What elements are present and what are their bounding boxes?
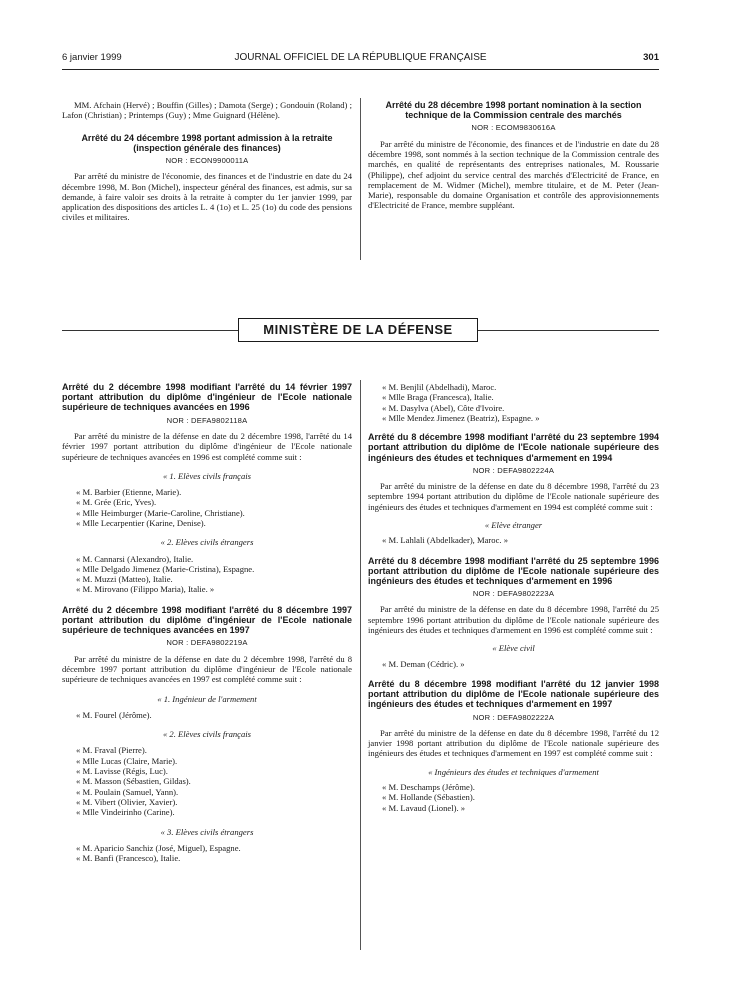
decree-body: Par arrêté du ministre de l'économie, des finances et de l'industrie en date du 24 décembre 1998, M. Bon (Michel), inspecteur général des finances, est admis, sur sa demande, à faire valoir ses droits à la retraite à compter du 1er janvier 1999, par application des dispositions des articles L. 4 (1o) et L. 25 (1o) du code des pensions civiles et militaires. [62, 171, 352, 223]
list-subheading: « 3. Elèves civils étrangers [160, 826, 254, 837]
list-item: « M. Fourel (Jérôme). [76, 709, 152, 720]
left-column [62, 382, 352, 863]
list-item: « Mlle Braga (Francesca), Italie. [382, 392, 494, 403]
decree-title: Arrêté du 2 décembre 1998 modifiant l'arrêté du 8 décembre 1997 portant attribution du diplôme d'ingénieur de l'Ecole nationale supérieure de techniques avancées en 1997 [62, 604, 352, 636]
list-subheading: « Ingénieurs des études et techniques d'armement [428, 766, 599, 777]
list-item: « M. Cannarsi (Alexandro), Italie. [76, 553, 194, 564]
list-item: « Mlle Lucas (Claire, Marie). [76, 755, 178, 766]
list-item: « M. Hollande (Sébastien). [382, 792, 475, 803]
list-item: « M. Deman (Cédric). » [382, 658, 465, 669]
list-item: « M. Benjlil (Abdelhadi), Maroc. [382, 382, 497, 392]
decree-title: Arrêté du 24 décembre 1998 portant admission à la retraite (inspection générale des finances) [81, 132, 333, 153]
list-item: « M. Lahlali (Abdelkader), Maroc. » [382, 535, 508, 546]
list-item: « M. Lavaud (Lionel). » [382, 802, 466, 813]
list-item: « M. Masson (Sébastien, Gildas). [76, 776, 191, 787]
list-item: « M. Grée (Eric, Yves). [76, 497, 157, 508]
page-number: 301 [643, 52, 659, 63]
issue-date: 6 janvier 1999 [62, 52, 122, 63]
decree-body: Par arrêté du ministre de la défense en date du 2 décembre 1998, l'arrêté du 14 février 1997 portant attribution du diplôme d'ingénieur de l'Ecole nationale supérieure de techniques avancées en 1996 est complété comme suit : [62, 430, 352, 462]
right-column [368, 382, 659, 813]
list-item: « Mlle Delgado Jimenez (Marie-Cristina), Espagne. [76, 563, 255, 574]
list-subheading: « Elève étranger [484, 519, 543, 530]
journal-title: JOURNAL OFFICIEL DE LA RÉPUBLIQUE FRANÇAISE [234, 52, 487, 63]
list-item: « M. Barbier (Etienne, Marie). [76, 487, 182, 498]
list-item: « Mlle Vindeirinho (Carine). [76, 807, 175, 818]
decree-title: Arrêté du 8 décembre 1998 modifiant l'arrêté du 25 septembre 1996 portant attribution du diplôme de l'Ecole nationale supérieure des ingénieurs des études et techniques d'armement en 1996 [368, 555, 659, 586]
nor-reference: NOR : DEFA9802222A [472, 712, 555, 722]
list-item: « M. Deschamps (Jérôme). [382, 782, 475, 793]
nor-reference: NOR : ECOM9830616A [471, 123, 556, 133]
column-divider-top [360, 98, 361, 260]
list-item: « M. Banfi (Francesco), Italie. [76, 853, 181, 864]
decree-title: Arrêté du 2 décembre 1998 modifiant l'arrêté du 14 février 1997 portant attribution du diplôme d'ingénieur de l'Ecole nationale supérieure de techniques avancées en 1996 [62, 382, 352, 413]
header-rule [62, 69, 659, 70]
section-rule-left [62, 330, 238, 331]
names-list-paragraph: MM. Afchain (Hervé) ; Bouffin (Gilles) ; Damota (Serge) ; Gondouin (Roland) ; Lafon (Christian) ; Printemps (Guy) ; Mme Guignard (Hélène). [62, 100, 352, 121]
list-item: « M. Vibert (Olivier, Xavier). [76, 796, 178, 807]
nor-reference: NOR : DEFA9802223A [472, 589, 555, 599]
decree-title: Arrêté du 8 décembre 1998 modifiant l'arrêté du 12 janvier 1998 portant attribution du diplôme de l'Ecole nationale supérieure des ingénieurs des études et techniques d'armement en 1997 [368, 678, 659, 710]
list-item: « M. Muzzi (Matteo), Italie. [76, 574, 173, 585]
list-subheading: « 1. Ingénieur de l'armement [157, 693, 257, 704]
list-item: « M. Dasylva (Abel), Côte d'Ivoire. [382, 402, 505, 413]
nor-reference: NOR : DEFA9802219A [166, 638, 248, 648]
running-header [62, 52, 659, 68]
section-rule-right [478, 330, 659, 331]
list-item: « M. Aparicio Sanchiz (José, Miguel), Espagne. [76, 842, 241, 853]
list-item: « M. Fraval (Pierre). [76, 745, 147, 756]
decree-title: Arrêté du 28 décembre 1998 portant nomination à la section technique de la Commission centrale des marchés [385, 100, 642, 121]
nor-reference: NOR : DEFA9802118A [166, 415, 248, 425]
nor-reference: NOR : DEFA9802224A [472, 465, 555, 475]
list-item: « M. Mirovano (Filippo Maria), Italie. » [76, 584, 215, 595]
top-left-column [62, 100, 352, 223]
decree-body: Par arrêté du ministre de la défense en date du 8 décembre 1998, l'arrêté du 12 janvier 1998 portant attribution du diplôme de l'Ecole nationale supérieure des ingénieurs des études et techniques d'armement en 1997 est complété comme suit : [368, 727, 659, 759]
nor-reference: NOR : ECON9900011A [165, 156, 249, 165]
decree-body: Par arrêté du ministre de la défense en date du 8 décembre 1998, l'arrêté du 25 septembre 1996 portant attribution du diplôme de l'Ecole nationale supérieure des ingénieurs des études et techniques d'armement en 1996 est complété comme suit : [368, 604, 659, 636]
decree-body: Par arrêté du ministre de l'économie, des finances et de l'industrie en date du 28 décembre 1998, sont nommés à la section technique de la Commission centrale des marchés, en qualité de représentants des entreprises nationales, M. Roussarie (Philippe), chef adjoint du service central des marchés d'Electricité de France, en remplacement de M. Widmer (Michel), membre titulaire, et de M. Peter (Jean-Marie), responsable du domaine Organisation et contrôle des approvisionnements d'Electricité de France, membre suppléant. [368, 138, 659, 211]
list-item: « Mlle Mendez Jimenez (Beatriz), Espagne. » [382, 412, 540, 423]
column-divider-bottom [360, 380, 361, 950]
decree-body: Par arrêté du ministre de la défense en date du 8 décembre 1998, l'arrêté du 23 septembre 1994 portant attribution du diplôme de l'Ecole nationale supérieure des ingénieurs des études et techniques d'armement en 1994 est complété comme suit : [368, 481, 659, 512]
list-item: « M. Lavisse (Régis, Luc). [76, 766, 168, 777]
top-right-column [368, 100, 659, 211]
section-title: MINISTÈRE DE LA DÉFENSE [238, 318, 478, 342]
list-subheading: « Elève civil [492, 643, 535, 654]
list-subheading: « 1. Elèves civils français [162, 470, 252, 481]
decree-body: Par arrêté du ministre de la défense en date du 2 décembre 1998, l'arrêté du 8 décembre 1997 portant attribution du diplôme d'ingénieur de l'Ecole nationale supérieure de techniques avancées en 1997 est complété comme suit : [62, 653, 352, 685]
decree-title: Arrêté du 8 décembre 1998 modifiant l'arrêté du 23 septembre 1994 portant attribution du diplôme de l'Ecole nationale supérieure des ingénieurs des études et techniques d'armement en 1994 [368, 432, 659, 463]
list-subheading: « 2. Elèves civils étrangers [160, 537, 254, 548]
list-item: « Mlle Lecarpentier (Karine, Denise). [76, 517, 206, 528]
list-item: « Mlle Heimburger (Marie-Caroline, Christiane). [76, 507, 245, 518]
list-item: « M. Poulain (Samuel, Yann). [76, 786, 179, 797]
list-subheading: « 2. Elèves civils français [162, 729, 252, 740]
